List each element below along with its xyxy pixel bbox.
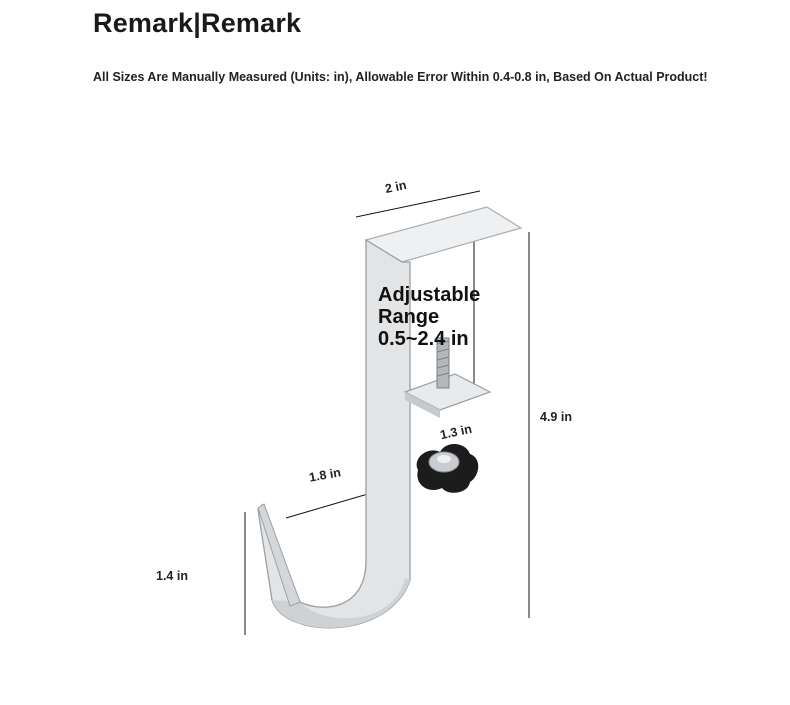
adjustable-range-line3: 0.5~2.4 in xyxy=(378,328,469,350)
label-hook-height: 1.4 in xyxy=(156,569,188,583)
width-measure-line xyxy=(356,191,480,217)
label-height-total: 4.9 in xyxy=(540,410,572,424)
measurement-note: All Sizes Are Manually Measured (Units: in), Allowable Error Within 0.4-0.8 in, Based On Actual Product! xyxy=(93,70,708,84)
page-title: Remark|Remark xyxy=(93,8,302,38)
label-clamp-length: 1.3 in xyxy=(438,421,474,443)
adjustable-range-line1: Adjustable xyxy=(378,284,481,306)
adjustable-range-line2: Range xyxy=(378,306,440,328)
adjustable-range-callout xyxy=(378,284,518,350)
label-hook-width: 1.8 in xyxy=(308,465,342,485)
label-width-top: 2 in xyxy=(383,177,408,197)
hook-width-measure-line xyxy=(286,491,378,518)
